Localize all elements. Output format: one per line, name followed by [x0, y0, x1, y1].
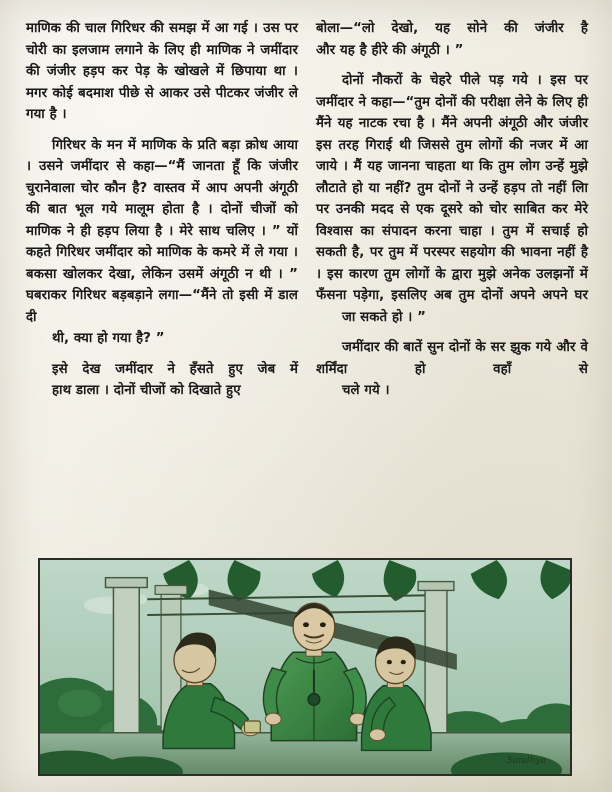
paragraph: [316, 337, 588, 402]
paragraph-last-line: हाथ डाला । दोनों चीजों को दिखाते हुए: [52, 383, 241, 398]
paragraph-last-line: गया है ।: [26, 107, 67, 122]
left-column: [26, 18, 298, 553]
paragraph-last-line: चले गये ।: [342, 383, 390, 398]
text-columns: [26, 18, 590, 553]
paragraph: [316, 70, 588, 328]
paragraph-text: माणिक की चाल गिरिधर की समझ में आ गई । उस पर चोरी का इलजाम लगाने के लिए ही माणिक ने जमींदार की जंजीर हड़प कर पेड़ के खोखले में छिपाया था । मगर कोई बदमाश पीछे से आकर उसे पीटकर जंजीर ले: [26, 21, 298, 101]
right-column: [316, 18, 588, 553]
paragraph: [316, 18, 588, 61]
paragraph-text: गिरिधर के मन में माणिक के प्रति बड़ा क्रोध आया । उसने जमींदार से कहा—“मैं जानता हूँ कि जंजीर चुरानेवाला चोर कौन है? वास्तव में आप अपनी अंगूठी की बात भूल गये मालूम होता है । दोनों चीजों को माणिक ने ही हड़प लिया है । मेरे साथ चलिए । ” यों कहते गिरिधर जमींदार को माणिक के कमरे में ले गया । बकसा खोलकर देखा, लेकिन उसमें अंगूठी न थी । ” घबराकर गिरिधर बड़बड़ाने लगा—“मैंने तो इसी में डाल दी: [26, 137, 298, 325]
paragraph-last-line: जा सकते हो । ”: [342, 309, 426, 325]
paragraph: [26, 135, 298, 350]
paragraph-text: इसे देख जमींदार ने हँसते हुए जेब में: [52, 361, 298, 377]
paragraph-text: जमींदार की बातें सुन दोनों के सर झुक गये और वे शर्मिंदा हो वहाँ से: [316, 340, 588, 377]
paragraph: [26, 18, 298, 126]
artist-signature: Sandhya: [506, 756, 546, 766]
paragraph-last-line: और यह है हीरे की अंगूठी । ”: [316, 42, 464, 58]
paragraph-text: बोला—“लो देखो, यह सोने की जंजीर है: [316, 21, 588, 36]
paragraph-last-line: थी, क्या हो गया है? ”: [52, 331, 165, 346]
illustration-frame: [38, 558, 572, 776]
paragraph-text: दोनों नौकरों के चेहरे पीले पड़ गये । इस पर जमींदार ने कहा—“तुम दोनों की परीक्षा लेने के लिए ही मैंने यह नाटक रचा है । मैंने अपनी अंगूठी और जंजीर इस तरह गिराई थी जिससे तुम लोगों की नजर में आ जाये । मैं यह जानना चाहता था कि तुम लोग उन्हें मुझे लौटाते हो या नहीं? तुम दोनों ने उन्हें हड़प तो नहीं लिा पर उनकी मदद से एक दूसरे को चोर साबित कर मेरे विश्वास का संपादन करना चाहा । तुम में सचाई हो सकती है, पर तुम में परस्पर सहयोग की भावना नहीं है । इस कारण तुम लोगों के द्वारा मुझे अनेक उलझनों में फँसना पड़ेगा, इसलिए अब तुम दोनों अपने अपने घर: [316, 73, 588, 303]
paragraph: [26, 359, 298, 402]
comic-illustration: [38, 558, 572, 776]
